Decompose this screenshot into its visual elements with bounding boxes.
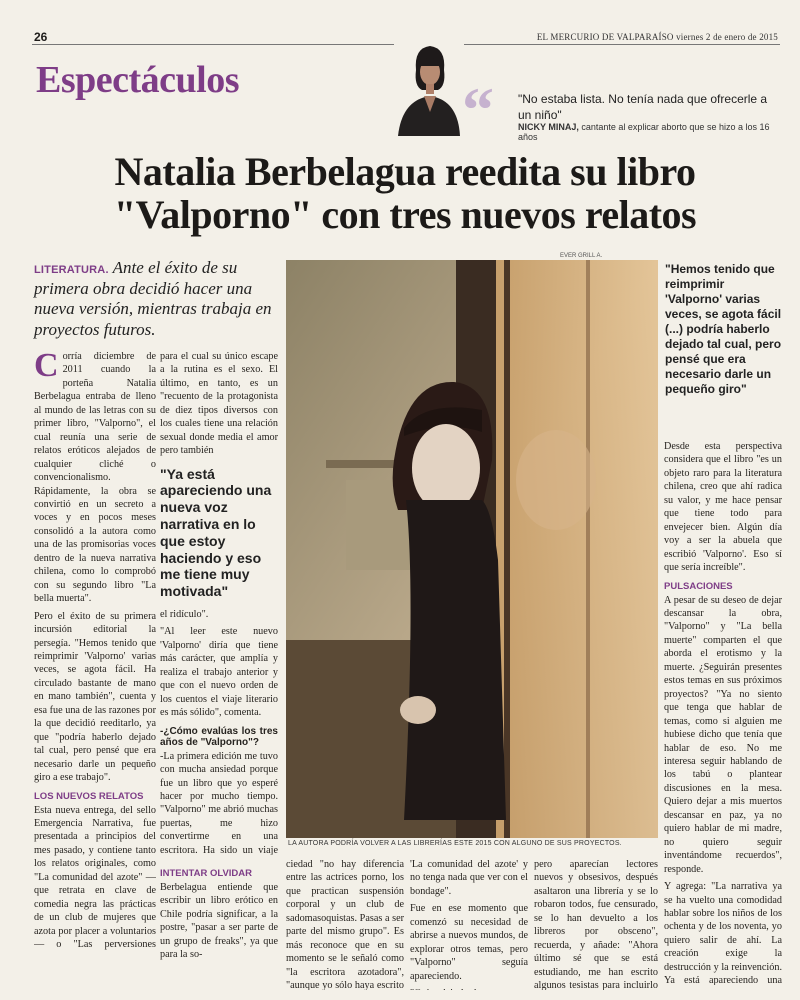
col1-paragraph-3: Esta nueva entrega, del sello Emergencia Narrativa, fue presentada a principios del mes pasado, y contiene tanto los relatos originales, como "La comunidad del azote" —que retrata en clave de comedia negra las prácticas de un club de mujeres que azota por placer a voluntarios— o "Las perversiones [34, 804, 156, 950]
article-column-3 [410, 858, 528, 990]
bottom-paragraph-4: Fue en ese momento que comenzó su necesidad de abrirse a nuevos mundos, de explorar otros temas, pero "Valporno" seguía apareciendo. [410, 903, 528, 982]
article-column-4 [664, 440, 782, 985]
quote-author: NICKY MINAJ, [518, 122, 579, 132]
inline-pull-quote: "Ya está apareciendo una nueva voz narrativa en lo que estoy haciendo y eso me tiene muy motivada" [160, 465, 272, 600]
headline: Natalia Berbelagua reedita su libro "Valporno" con tres nuevos relatos [113, 149, 697, 238]
section-title: Espectáculos [36, 59, 239, 101]
author-photo [286, 260, 658, 838]
col2-paragraph-2: el ridículo". [160, 609, 209, 620]
masthead: EL MERCURIO DE VALPARAÍSO viernes 2 de enero de 2015 [536, 32, 778, 42]
col4-paragraph-2: A pesar de su deseo de dejar descansar la obra, "Valporno" y "La bella muerte" comparten el que aborda el erotismo y la muerte. ¿Seguirán presentes estos temas en sus próximos proyectos? "Ya no siento que tenga que hablar de temas, como si alguien me hubiese dicho que tenía que hablar de eso. No me interesa seguir hablando de los tabú o plantear discusiones en la mesa. Quiero dejar a mis muertos descansar en paz, ya no quiero hablar de mi madre, no quiero seguir inventándome recuerdos", responde. [664, 594, 782, 875]
quote-context: cantante al explicar aborto que se hizo a los 16 años [518, 122, 770, 142]
bottom-paragraph-6: pero aparecían lectores nuevos y obsesivos, después asaltaron una librería y se lo robaron todos, fue censurado, se lo han devuelto a los libreros por obsceno", recuerda, y añade: "Ahora último sé que se está estudiando, me han escrito algunos tesistas para incluirlo [534, 859, 658, 990]
col4-paragraph-3: Y agrega: "La narrativa ya se ha vuelto una comodidad hablar sobre los niños de los ochenta y de los noventa, yo quiero salir de ahí. La creación exige la destrucción y la reinvención. Ya está apareciendo una [664, 881, 782, 985]
bottom-paragraph-5 [410, 987, 528, 990]
col2-paragraph-3: "Al leer este nuevo 'Valporno' diría que tiene más carácter, que amplía y realiza el trabajo anterior y que con el nuevo orden de los cuentos el viaje literario es más sólido", comenta. [160, 626, 278, 719]
article-column-2 [160, 350, 278, 855]
subhead-intentar-olvidar: INTENTAR OLVIDAR [160, 868, 253, 879]
bottom-paragraph-2: Berbelagua entiende que escribir un libro erótico en Chile podría significar, a la postre, "pasar a ser parte de un grupo de freaks", ya que para la so- [160, 882, 278, 961]
bottom-paragraph-3: 'La comunidad del azote' y no tenga nada que ver con el bondage". [410, 859, 528, 897]
page-number: 26 [34, 30, 48, 44]
lede [34, 258, 274, 341]
interview-question: -¿Cómo evalúas los tres años de "Valporno"? [160, 725, 278, 748]
subhead-nuevos-relatos: LOS NUEVOS RELATOS [34, 790, 144, 802]
top-pull-quote: "No estaba lista. No tenía nada que ofrecerle a un niño" [518, 92, 768, 122]
drop-cap: C [34, 350, 59, 384]
photo-caption: LA AUTORA PODRÍA VOLVER A LAS LIBRERÍAS ESTE 2015 CON ALGUNO DE SUS PROYECTOS. [288, 840, 622, 847]
col4-paragraph-1: Desde esta perspectiva considera que el libro "es un objeto raro para la literatura chilena, creo que ahí radica su valor, y me hace pensar que tiene todo para envejecer bien. Algún día voy a ser la abuela que escribió 'Valporno'. Eso sí que sería increíble". [664, 441, 782, 574]
side-pull-quote: "Hemos tenido que reimprimir 'Valporno' varias veces, se agota fácil (...) podría haberlo dejado tal cual, pero pensé que era necesario darle un pequeño giro" [665, 262, 782, 396]
col2-paragraph-1: para el cual su único escape a la rutina es el sexo. El último, en tanto, es un "recuento de la protagonista de diez tipos diversos con los cuales tiene una relación sexual donde media el amor pero también [160, 351, 278, 457]
bottom-paragraph-1: ciedad "no hay diferencia entre las actrices porno, los que practican suspensión corporal y un club de sadomasoquistas. Pasas a ser parte del mismo grupo". Es más reconoce que en su momento se le señaló como "la escritora azotadora", "aunque yo sólo haya escrito [286, 859, 404, 990]
photo-credit: EVER GRILL A. [560, 253, 603, 259]
col1-paragraph-1: orría diciembre de 2011 cuando la porteña Natalia Berbelagua entraba de lleno al mundo de las letras con su primer libro, "Valporno", el cual reunía una serie de relatos eróticos alejados de cualquier cliché o convencionalismo. Rápidamente, la obra se convirtió en un secreto a voces y en pocos meses consolidó a la autora como una de las promisorias voces dentro de la nueva narrativa chilena, como lo comprobó con su segundo libro "La bella muerta". [34, 351, 156, 605]
article-column-2b [286, 858, 404, 990]
article-column-3b [534, 858, 658, 990]
lede-label: LITERATURA. [34, 264, 109, 276]
lede-text: Ante el éxito de su primera obra decidió hacer una nueva versión, mientras trabaja en proyectos futuros. [34, 258, 272, 340]
article-column-2c [160, 862, 278, 990]
quote-mark-icon: “ [462, 74, 494, 145]
subhead-pulsaciones: PULSACIONES [664, 580, 733, 592]
article-column-1 [34, 350, 156, 950]
top-quote-credit [518, 122, 786, 142]
col2-paragraph-4: -La primera edición me tuvo con mucha ansiedad porque fue un libro que yo esperé hacer por mucho tiempo. "Valporno" me abrió muchas puertas, me hizo convertirme en una escritora. Ha sido un viaje [160, 750, 278, 855]
col1-paragraph-2: Pero el éxito de su primera incursión editorial la persegía. "Hemos tenido que reimprimir 'Valporno' varias veces, se agota fácil. Ha circulado bastante de mano en mano también", cuenta y esa fue una de las razones por la que decidió reeditarlo, ya que "podría haberlo dejado tal cual, pero pensé que era necesario darle un pequeño giro a ese trabajo". [34, 610, 156, 784]
singer-portrait-image [394, 40, 464, 136]
